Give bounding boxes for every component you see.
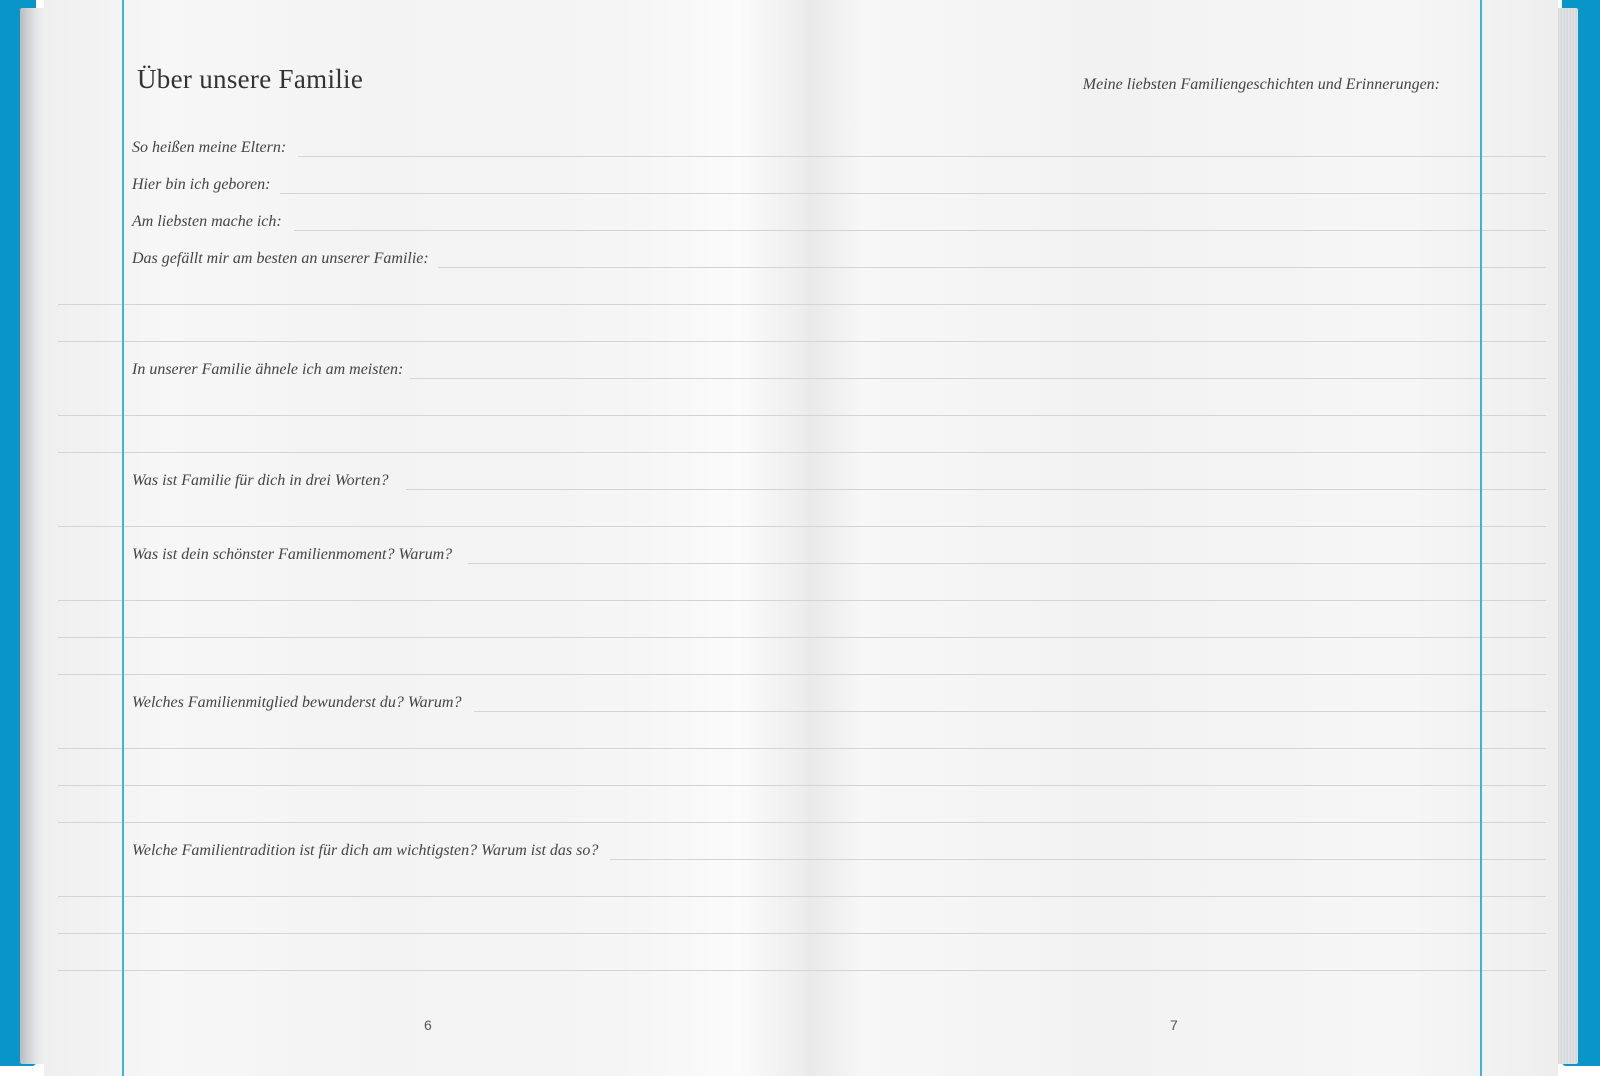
open-book-spread — [44, 0, 1558, 1076]
right-margin-line — [1480, 0, 1482, 1076]
writing-line — [58, 970, 1546, 971]
right-page-heading: Meine liebsten Familiengeschichten und Erinnerungen: — [1082, 76, 1440, 93]
writing-line — [58, 304, 1546, 305]
prompt-family-tradition: Welche Familientradition ist für dich am wichtigsten? Warum ist das so? — [132, 842, 599, 859]
prompt-birthplace: Hier bin ich geboren: — [132, 176, 271, 193]
writing-line — [58, 415, 1546, 416]
writing-line — [58, 452, 1546, 453]
writing-line — [58, 600, 1546, 601]
writing-line — [58, 933, 1546, 934]
page-number-left: 6 — [424, 1017, 432, 1033]
writing-line — [58, 785, 1546, 786]
prompt-best-about-family: Das gefällt mir am besten an unserer Familie: — [132, 250, 429, 267]
page-title: Über unsere Familie — [137, 64, 364, 94]
writing-line — [58, 526, 1546, 527]
writing-line — [58, 637, 1546, 638]
writing-line — [438, 267, 1546, 268]
prompt-parents: So heißen meine Eltern: — [132, 139, 287, 156]
prompt-best-moment: Was ist dein schönster Familienmoment? Warum? — [132, 546, 453, 563]
writing-line — [58, 896, 1546, 897]
writing-line — [58, 674, 1546, 675]
page-stack-left — [20, 8, 46, 1064]
writing-line — [298, 156, 1546, 157]
writing-line — [474, 711, 1546, 712]
writing-line — [294, 230, 1546, 231]
writing-line — [58, 341, 1546, 342]
writing-line — [280, 193, 1546, 194]
writing-line — [610, 859, 1546, 860]
left-margin-line — [122, 0, 124, 1076]
prompt-favorite-activity: Am liebsten mache ich: — [132, 213, 282, 230]
writing-line — [406, 489, 1546, 490]
writing-line — [58, 822, 1546, 823]
writing-line — [468, 563, 1546, 564]
writing-line — [58, 748, 1546, 749]
prompt-three-words: Was ist Familie für dich in drei Worten? — [132, 472, 389, 489]
prompt-admired-member: Welches Familienmitglied bewunderst du? Warum? — [132, 694, 462, 711]
page-number-right: 7 — [1170, 1017, 1178, 1033]
prompt-resemblance: In unserer Familie ähnele ich am meisten: — [132, 361, 404, 378]
writing-line — [410, 378, 1546, 379]
